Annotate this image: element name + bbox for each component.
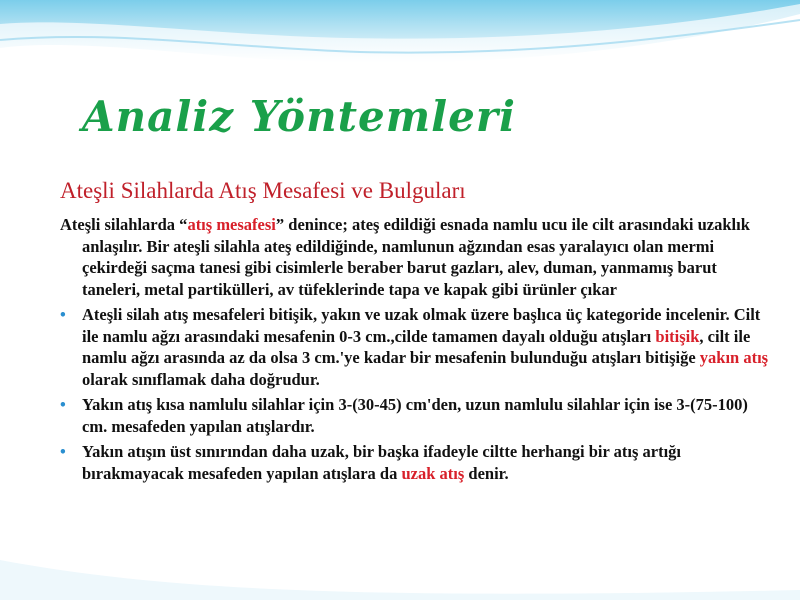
bullet-text: olarak sınıflamak daha doğrudur. bbox=[82, 369, 320, 389]
highlight-term: yakın atış bbox=[699, 348, 769, 367]
intro-text: Ateşli silahlarda “ bbox=[60, 215, 188, 234]
slide-title: Analiz Yöntemleri bbox=[82, 92, 516, 141]
highlight-term: atış mesafesi bbox=[187, 215, 276, 234]
highlight-term: bitişik bbox=[655, 326, 700, 346]
intro-paragraph bbox=[60, 214, 772, 300]
highlight-term: uzak atış bbox=[401, 463, 465, 483]
intro-text: ” denince; ateş edildiği esnada namlu ucu ile cilt arasındaki uzaklık anlaşılır. Bir ateşli silahla ateş edildiğinde, namlunun ağzından esas yaralayıcı olan mermi çekirdeği saçma tanesi gibi cisimlerle beraber barut gazları, alev, duman, yanmamış barut taneleri, metal partikülleri, av tüfeklerinde tapa ve kapak gibi ürünler çıkar bbox=[82, 215, 750, 299]
bullet-text: Yakın atışın üst sınırından daha uzak, bir başka ifadeyle ciltte herhangi bir atış artığı bırakmayacak mesafeden yapılan atışlara da bbox=[82, 442, 681, 483]
bullet-icon: • bbox=[60, 305, 66, 324]
bullet-item bbox=[60, 304, 772, 390]
bullet-item bbox=[60, 441, 772, 484]
bullet-icon: • bbox=[60, 395, 66, 414]
bullet-item bbox=[60, 394, 772, 437]
slide-body bbox=[60, 214, 772, 488]
bullet-text: Yakın atış kısa namlulu silahlar için 3-(30-45) cm'den, uzun namlulu silahlar için ise 3-(75-100) cm. mesafeden yapılan atışlardır. bbox=[82, 395, 748, 436]
bullet-text: , cilt ile namlu ağzı arasında az da olsa 3 cm.'ye kadar bir mesafenin bulunduğu atışları bitişiğe bbox=[82, 326, 751, 367]
slide-subtitle: Ateşli Silahlarda Atış Mesafesi ve Bulguları bbox=[60, 178, 466, 203]
bullet-icon: • bbox=[60, 442, 66, 461]
bullet-text: Ateşli silah atış mesafeleri bitişik, yakın ve uzak olmak üzere başlıca üç kategoride incelenir. Cilt ile namlu ağzı arasındaki mesafenin 0-3 cm.,cilde tamamen dayalı olduğu atışları bbox=[82, 305, 761, 346]
bullet-text: denir. bbox=[464, 463, 509, 483]
